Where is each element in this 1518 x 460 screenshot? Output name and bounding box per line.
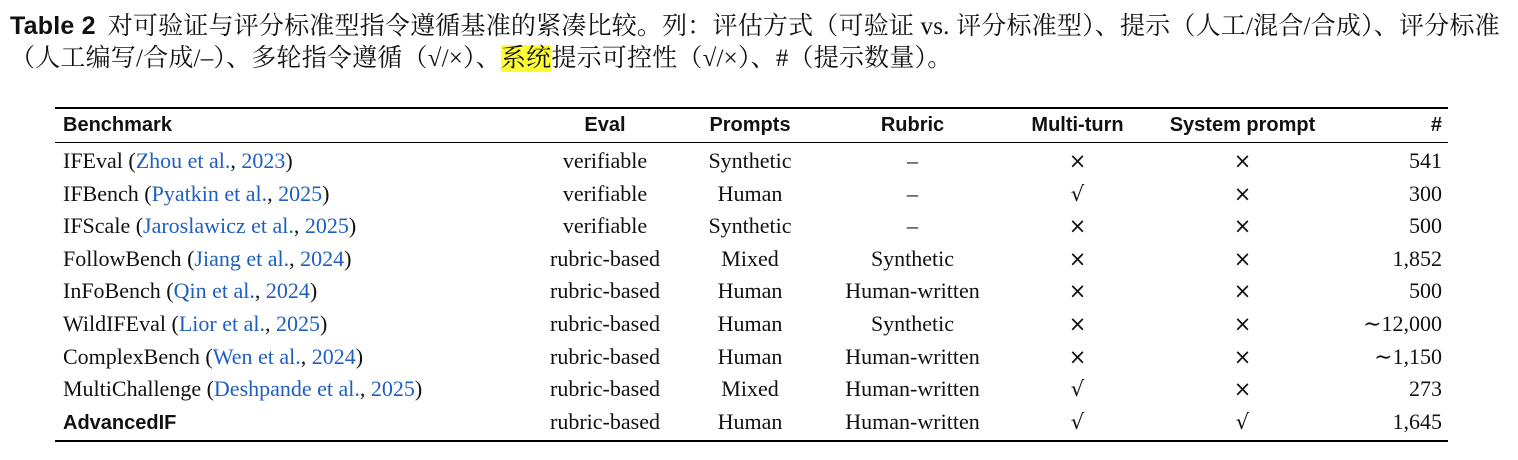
- rubric-cell: [815, 340, 1010, 373]
- count-cell-value: ∼1,150: [1374, 343, 1442, 369]
- eval-cell: [530, 340, 680, 373]
- citation-separator: ,: [359, 376, 371, 402]
- eval-cell: [530, 274, 680, 307]
- benchmark-cell: [63, 209, 356, 242]
- prompts-cell-value: Mixed: [721, 376, 779, 402]
- prompts-cell: [680, 177, 820, 210]
- system-prompt-cell-value: ×: [1233, 312, 1252, 336]
- table-caption: [10, 10, 1508, 75]
- citation-year[interactable]: 2023: [241, 148, 286, 173]
- header-rubric: Rubric: [880, 114, 945, 136]
- prompts-cell: [680, 372, 820, 405]
- multi-turn-cell: [1010, 209, 1145, 242]
- prompts-cell-value: Synthetic: [708, 148, 792, 173]
- benchmark-cell: [63, 372, 422, 405]
- citation-open: (: [181, 245, 195, 271]
- caption-highlight: 系统: [500, 45, 552, 72]
- citation-close: ): [355, 343, 364, 369]
- rubric-cell: [815, 242, 1010, 275]
- benchmark-name: IFScale: [63, 213, 131, 239]
- rubric-cell: [815, 405, 1010, 438]
- prompts-cell-value: Mixed: [721, 245, 779, 271]
- rubric-cell-value: –: [907, 148, 918, 173]
- count-cell-value: 300: [1409, 180, 1442, 206]
- citation-authors[interactable]: Pyatkin et al.: [151, 180, 268, 206]
- benchmark-name: AdvancedIF: [63, 411, 177, 434]
- citation-authors[interactable]: Lior et al.: [178, 311, 265, 336]
- citation-authors[interactable]: Zhou et al.: [135, 148, 231, 173]
- prompts-cell: [680, 144, 820, 177]
- multi-turn-cell-value: ×: [1068, 149, 1087, 173]
- table-row: [0, 307, 1518, 340]
- rubric-cell: [815, 177, 1010, 210]
- eval-cell-value: rubric-based: [550, 408, 660, 434]
- eval-cell: [530, 144, 680, 177]
- multi-turn-cell-value: ×: [1068, 312, 1087, 336]
- count-cell: [1240, 274, 1442, 307]
- count-cell-value: 500: [1409, 278, 1442, 304]
- benchmark-name: MultiChallenge: [63, 376, 202, 402]
- citation-year[interactable]: 2024: [311, 343, 356, 369]
- eval-cell-value: rubric-based: [550, 278, 660, 304]
- citation-close: ): [285, 148, 293, 173]
- table-row: [0, 340, 1518, 373]
- multi-turn-cell-value: ×: [1068, 279, 1087, 304]
- table-header-row: [0, 109, 1518, 142]
- caption-text: 对可验证与评分标准型指令遵循基准的紧凑比较。列：评估方式（可验证 vs. 评分标准型）、提示（人工/混合/合成）、评分标准（人工编写/合成/–）、多轮指令遵循（√/×）、: [10, 13, 1500, 72]
- header-system-prompt: System prompt: [1169, 114, 1316, 136]
- prompts-cell: [680, 209, 820, 242]
- count-cell-value: ∼12,000: [1363, 311, 1442, 336]
- table-row: [0, 209, 1518, 242]
- multi-turn-cell: [1010, 372, 1145, 405]
- header-eval: Eval: [584, 114, 626, 136]
- benchmark-name: InFoBench: [63, 278, 161, 304]
- benchmark-name: IFBench: [63, 180, 139, 206]
- table-header-rule: [55, 142, 1448, 143]
- rubric-cell: [815, 307, 1010, 340]
- citation-close: ): [309, 278, 318, 304]
- table-row: [0, 274, 1518, 307]
- count-cell: [1240, 209, 1442, 242]
- eval-cell-value: rubric-based: [550, 311, 660, 336]
- benchmark-cell: [63, 405, 176, 438]
- system-prompt-cell-value: ×: [1233, 279, 1252, 304]
- citation-open: (: [122, 148, 136, 173]
- multi-turn-cell: [1010, 242, 1145, 275]
- caption-text-end: 提示可控性（√/×）、#（提示数量）。: [551, 45, 953, 72]
- rubric-cell-value: –: [907, 180, 918, 206]
- header-count: #: [1430, 114, 1442, 136]
- rubric-cell-value: Human-written: [845, 343, 980, 369]
- benchmark-cell: [63, 274, 317, 307]
- eval-cell: [530, 307, 680, 340]
- system-prompt-cell-value: ×: [1233, 181, 1252, 206]
- prompts-cell-value: Human: [717, 278, 783, 304]
- citation-authors[interactable]: Deshpande et al.: [213, 376, 360, 402]
- eval-cell: [530, 177, 680, 210]
- system-prompt-cell-value: √: [1235, 409, 1250, 434]
- multi-turn-cell-value: ×: [1068, 344, 1087, 369]
- citation-close: ): [348, 213, 357, 239]
- prompts-cell: [680, 307, 820, 340]
- rubric-cell-value: –: [907, 213, 918, 239]
- count-cell-value: 1,645: [1392, 408, 1442, 434]
- eval-cell-value: rubric-based: [550, 343, 660, 369]
- benchmark-name: IFEval: [63, 148, 123, 173]
- rubric-cell-value: Human-written: [845, 278, 980, 304]
- eval-cell-value: rubric-based: [550, 245, 660, 271]
- count-cell: [1240, 405, 1442, 438]
- citation-open: (: [138, 180, 152, 206]
- citation-separator: ,: [254, 278, 266, 304]
- benchmark-cell: [63, 340, 363, 373]
- count-cell: [1240, 372, 1442, 405]
- eval-cell: [530, 372, 680, 405]
- benchmark-cell: [63, 242, 351, 275]
- eval-cell: [530, 405, 680, 438]
- rubric-cell-value: Human-written: [845, 376, 980, 402]
- system-prompt-cell-value: ×: [1233, 246, 1252, 271]
- rubric-cell-value: Synthetic: [870, 311, 955, 336]
- benchmark-cell: [63, 177, 329, 210]
- benchmark-cell: [63, 307, 327, 340]
- citation-open: (: [130, 213, 144, 239]
- rubric-cell: [815, 274, 1010, 307]
- prompts-cell: [680, 340, 820, 373]
- citation-close: ): [322, 180, 330, 206]
- rubric-cell-value: Human-written: [845, 408, 980, 434]
- citation-close: ): [344, 245, 352, 271]
- count-cell-value: 541: [1409, 148, 1442, 173]
- system-prompt-cell-value: ×: [1233, 149, 1252, 173]
- multi-turn-cell: [1010, 340, 1145, 373]
- system-prompt-cell-value: ×: [1233, 344, 1252, 369]
- prompts-cell-value: Human: [717, 343, 783, 369]
- caption-label: Table 2: [10, 12, 96, 40]
- rubric-cell-value: Synthetic: [870, 245, 955, 271]
- multi-turn-cell: [1010, 144, 1145, 177]
- count-cell: [1240, 307, 1442, 340]
- citation-separator: ,: [230, 148, 242, 173]
- table-row: [0, 405, 1518, 438]
- citation-separator: ,: [264, 311, 276, 336]
- prompts-cell: [680, 242, 820, 275]
- eval-cell-value: verifiable: [562, 148, 648, 173]
- multi-turn-cell-value: ×: [1068, 214, 1087, 239]
- citation-authors[interactable]: Wen et al.: [212, 343, 301, 369]
- count-cell-value: 273: [1409, 376, 1442, 402]
- multi-turn-cell: [1010, 405, 1145, 438]
- citation-open: (: [199, 343, 213, 369]
- multi-turn-cell: [1010, 177, 1145, 210]
- header-prompts: Prompts: [709, 114, 791, 136]
- benchmark-name: ComplexBench: [63, 343, 200, 369]
- citation-open: (: [160, 278, 174, 304]
- citation-open: (: [166, 311, 179, 336]
- citation-year[interactable]: 2025: [275, 311, 320, 336]
- citation-year[interactable]: 2025: [370, 376, 415, 402]
- citation-separator: ,: [289, 245, 301, 271]
- count-cell-value: 1,852: [1392, 245, 1442, 271]
- multi-turn-cell: [1010, 307, 1145, 340]
- system-prompt-cell-value: ×: [1233, 214, 1252, 239]
- citation-separator: ,: [267, 180, 279, 206]
- table-row: [0, 242, 1518, 275]
- citation-year[interactable]: 2024: [300, 245, 345, 271]
- citation-close: ): [414, 376, 423, 402]
- eval-cell: [530, 209, 680, 242]
- citation-close: ): [319, 311, 328, 336]
- table-bottom-rule: [55, 440, 1448, 442]
- eval-cell: [530, 242, 680, 275]
- prompts-cell: [680, 274, 820, 307]
- prompts-cell-value: Human: [717, 180, 783, 206]
- multi-turn-cell-value: ×: [1068, 246, 1087, 271]
- table-row: [0, 177, 1518, 210]
- rubric-cell: [815, 144, 1010, 177]
- table-row: [0, 144, 1518, 177]
- prompts-cell-value: Synthetic: [708, 213, 792, 239]
- system-prompt-cell-value: ×: [1233, 377, 1252, 402]
- citation-authors[interactable]: Jaroslawicz et al.: [143, 213, 294, 239]
- benchmark-name: FollowBench: [63, 245, 182, 271]
- multi-turn-cell-value: √: [1070, 409, 1085, 434]
- multi-turn-cell-value: √: [1070, 377, 1085, 402]
- citation-authors[interactable]: Qin et al.: [173, 278, 255, 304]
- prompts-cell: [680, 405, 820, 438]
- citation-year[interactable]: 2025: [304, 213, 349, 239]
- count-cell: [1240, 340, 1442, 373]
- citation-authors[interactable]: Jiang et al.: [194, 245, 290, 271]
- multi-turn-cell-value: √: [1070, 181, 1085, 206]
- citation-year[interactable]: 2024: [265, 278, 310, 304]
- prompts-cell-value: Human: [717, 408, 783, 434]
- header-multi-turn: Multi-turn: [1031, 114, 1124, 136]
- count-cell: [1240, 144, 1442, 177]
- rubric-cell: [815, 372, 1010, 405]
- count-cell-value: 500: [1409, 213, 1442, 239]
- rubric-cell: [815, 209, 1010, 242]
- count-cell: [1240, 177, 1442, 210]
- benchmark-name: WildIFEval: [63, 311, 166, 336]
- eval-cell-value: verifiable: [562, 213, 648, 239]
- eval-cell-value: verifiable: [562, 180, 648, 206]
- eval-cell-value: rubric-based: [550, 376, 660, 402]
- citation-separator: ,: [300, 343, 312, 369]
- benchmark-cell: [63, 144, 293, 177]
- citation-separator: ,: [293, 213, 305, 239]
- table-row: [0, 372, 1518, 405]
- prompts-cell-value: Human: [717, 311, 783, 336]
- multi-turn-cell: [1010, 274, 1145, 307]
- header-benchmark: Benchmark: [63, 114, 172, 136]
- count-cell: [1240, 242, 1442, 275]
- citation-year[interactable]: 2025: [278, 180, 323, 206]
- citation-open: (: [201, 376, 214, 402]
